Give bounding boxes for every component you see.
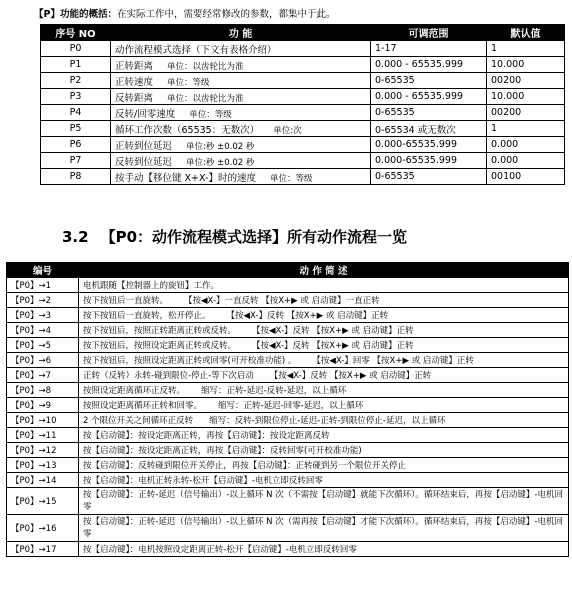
mode-row [7, 443, 569, 458]
param-range: 0.000-65535.999 [371, 137, 487, 153]
parameter-row [41, 57, 565, 73]
mode-code: 【P0】→4 [7, 323, 79, 338]
mode-description-cell [79, 278, 569, 293]
mode-description-cell [79, 323, 569, 338]
header-function: 功 能 [111, 25, 371, 41]
param-function: 反转距离 [115, 92, 154, 104]
param-default: 1 [487, 41, 565, 57]
mode-row [7, 308, 569, 323]
param-range: 0-65534 或无数次 [371, 121, 487, 137]
mode-code: 【P0】→5 [7, 338, 79, 353]
intro-label: 【P】功能的概括： [34, 9, 117, 20]
param-default: 0.000 [487, 153, 565, 169]
mode-row [7, 488, 569, 515]
param-no: P6 [41, 137, 111, 153]
param-unit: 单位：等级 [189, 109, 232, 120]
mode-code: 【P0】→17 [7, 542, 79, 557]
param-function-cell [111, 137, 371, 153]
mode-extra: 【按◀X-】反转 【按X+▶ 或 启动键】正转 [252, 341, 414, 351]
mode-description: 按【启动键】：正转-延迟（信号输出）-以上循环 N 次（需再按【启动键】才能下次循环）。循环结束后，再按【启动键】-电机回零 [83, 517, 563, 539]
mode-description-cell [79, 542, 569, 557]
mode-code: 【P0】→16 [7, 515, 79, 542]
parameter-row [41, 121, 565, 137]
mode-description: 按【启动键】：按设定距离正转，再按【启动键】：按设定距离反转 [83, 431, 330, 441]
mode-extra: 【按◀X-】反转 【按X+▶ 或 启动键】正转 [252, 326, 414, 336]
mode-row [7, 458, 569, 473]
mode-row [7, 338, 569, 353]
mode-row [7, 353, 569, 368]
mode-description: 按【启动键】：正转-延迟（信号输出）-以上循环 N 次（不需按【启动键】就能下次循环）。循环结束后，再按【启动键】-电机回零 [83, 490, 563, 512]
parameter-row [41, 105, 565, 121]
mode-extra: 【按◀X-】反转 【按X+▶ 或 启动键】正转 [269, 371, 432, 381]
mode-description: 按照设定距离循环正转和回零。 [83, 401, 203, 411]
mode-description: 2 个限位开关之间循环正反转 [83, 416, 194, 426]
intro-text: 在实际工作中，需要经常修改的参数，都集中于此。 [116, 9, 336, 20]
mode-code: 【P0】→2 [7, 293, 79, 308]
param-range: 0.000-65535.999 [371, 153, 487, 169]
mode-description-cell [79, 515, 569, 542]
mode-row [7, 323, 569, 338]
param-unit: 单位：以齿轮比为准 [167, 61, 244, 72]
parameter-row [41, 41, 565, 57]
mode-extra: 缩写：反转-到限位停止-延迟-正转-到限位停止-延迟，以上循环 [209, 416, 446, 426]
param-function-cell [111, 89, 371, 105]
param-unit: 单位：等级 [167, 77, 210, 88]
parameter-row [41, 89, 565, 105]
param-function-cell [111, 57, 371, 73]
mode-row [7, 473, 569, 488]
param-function-cell [111, 73, 371, 89]
mode-description-cell [79, 293, 569, 308]
header-default: 默认值 [487, 25, 565, 41]
parameter-table-header [41, 25, 565, 41]
param-range: 0.000 - 65535.999 [371, 57, 487, 73]
mode-description-cell [79, 473, 569, 488]
param-function-cell [111, 105, 371, 121]
section-number: 3.2 [62, 228, 89, 246]
param-function: 正转速度 [115, 76, 154, 88]
mode-description-cell [79, 458, 569, 473]
mode-code: 【P0】→12 [7, 443, 79, 458]
mode-code: 【P0】→6 [7, 353, 79, 368]
mode-code: 【P0】→3 [7, 308, 79, 323]
mode-row [7, 383, 569, 398]
mode-description-cell [79, 398, 569, 413]
param-range: 1-17 [371, 41, 487, 57]
param-unit: 单位:秒 ±0.02 秒 [186, 157, 255, 168]
param-function: 正转距离 [115, 60, 154, 72]
mode-code: 【P0】→11 [7, 428, 79, 443]
param-range: 0.000 - 65535.999 [371, 89, 487, 105]
mode-code: 【P0】→8 [7, 383, 79, 398]
mode-code: 【P0】→15 [7, 488, 79, 515]
param-function-cell [111, 41, 371, 57]
parameter-row [41, 153, 565, 169]
mode-row [7, 428, 569, 443]
mode-code: 【P0】→1 [7, 278, 79, 293]
mode-description: 按下按钮后，按照设定距离正转或回零(可开校准功能) 。 [83, 356, 297, 366]
mode-code: 【P0】→7 [7, 368, 79, 383]
mode-description: 按下按钮后，按照正转距离正转或反转。 [83, 326, 237, 336]
mode-code: 【P0】→10 [7, 413, 79, 428]
intro-line [34, 6, 335, 20]
mode-description: 按【启动键】：电机按照设定距离正转-松开【启动键】-电机立即反转回零 [83, 545, 357, 555]
mode-code: 【P0】→9 [7, 398, 79, 413]
mode-row [7, 413, 569, 428]
param-function: 动作流程模式选择（下文有表格介绍） [115, 44, 277, 56]
mode-description: 按【启动键】：反转碰到限位开关停止，再按【启动键】：正转碰到另一个限位开关停止 [83, 461, 407, 471]
param-default: 10.000 [487, 57, 565, 73]
mode-description: 按下按钮后，按照设定距离正转或反转。 [83, 341, 237, 351]
param-default: 00100 [487, 169, 565, 185]
param-no: P3 [41, 89, 111, 105]
mode-description: 按照设定距离循环正反转。 [83, 386, 186, 396]
param-no: P4 [41, 105, 111, 121]
param-range: 0-65535 [371, 105, 487, 121]
parameter-row [41, 73, 565, 89]
param-function: 反转到位延迟 [115, 156, 173, 168]
param-function: 正转到位延迟 [115, 140, 173, 152]
param-default: 10.000 [487, 89, 565, 105]
mode-code: 【P0】→13 [7, 458, 79, 473]
mode-description: 按【启动键】：按设定距离正转，再按【启动键】：反转回零(可开校准功能) [83, 446, 362, 456]
param-function: 按手动【移位键 X+X-】时的速度 [115, 172, 256, 184]
param-unit: 单位:次 [273, 125, 302, 136]
param-no: P7 [41, 153, 111, 169]
mode-description: 正转（反转）永转-碰到限位-停止-等下次启动 [83, 371, 254, 381]
header-description: 动 作 简 述 [79, 263, 569, 278]
section-heading: 【P0：动作流程模式选择】所有动作流程一览 [100, 228, 408, 246]
param-unit: 单位：等级 [269, 173, 313, 184]
param-no: P2 [41, 73, 111, 89]
mode-description: 按【启动键】：电机正转永转-松开【启动键】-电机立即反转回零 [83, 476, 323, 486]
param-no: P0 [41, 41, 111, 57]
mode-description-cell [79, 428, 569, 443]
mode-row [7, 293, 569, 308]
param-no: P1 [41, 57, 111, 73]
parameter-table [40, 24, 565, 185]
mode-code: 【P0】→14 [7, 473, 79, 488]
parameter-row [41, 169, 565, 185]
param-no: P5 [41, 121, 111, 137]
param-unit: 单位：以齿轮比为准 [167, 93, 244, 104]
mode-description-cell [79, 413, 569, 428]
mode-description-cell [79, 488, 569, 515]
mode-description-cell [79, 368, 569, 383]
mode-description-cell [79, 383, 569, 398]
mode-description-cell [79, 308, 569, 323]
mode-row [7, 542, 569, 557]
mode-extra: 缩写：正转-延迟-回零-延迟，以上循环 [218, 401, 364, 411]
param-range: 0-65535 [371, 169, 487, 185]
mode-table [6, 262, 569, 557]
mode-description-cell [79, 443, 569, 458]
mode-description: 按下按钮后一直旋转，松开停止。 [83, 311, 211, 321]
mode-extra: 【按◀X-】一直反转 【按X+▶ 或 启动键】一直正转 [184, 296, 380, 306]
mode-row [7, 368, 569, 383]
param-function-cell [111, 153, 371, 169]
param-unit: 单位:秒 ±0.02 秒 [186, 141, 255, 152]
mode-description-cell [79, 353, 569, 368]
parameter-row [41, 137, 565, 153]
param-function-cell [111, 121, 371, 137]
mode-row [7, 515, 569, 542]
param-default: 0.000 [487, 137, 565, 153]
param-range: 0-65535 [371, 73, 487, 89]
mode-description-cell [79, 338, 569, 353]
param-function: 循环工作次数（65535：无数次） [115, 124, 260, 136]
mode-extra: 【按◀X-】回零 【按X+▶ 或 启动键】正转 [312, 356, 474, 366]
mode-extra: 【按◀X-】反转 【按X+▶ 或 启动键】正转 [226, 311, 389, 321]
section-title [62, 226, 407, 247]
param-default: 00200 [487, 73, 565, 89]
header-range: 可调范围 [371, 25, 487, 41]
param-function: 反转/回零速度 [115, 108, 176, 120]
mode-description: 电机跟随【控制器上的旋钮】工作。 [83, 281, 220, 291]
param-no: P8 [41, 169, 111, 185]
param-default: 1 [487, 121, 565, 137]
header-no: 序号 NO [41, 25, 111, 41]
mode-row [7, 398, 569, 413]
mode-table-header [7, 263, 569, 278]
header-code: 编号 [7, 263, 79, 278]
mode-extra: 缩写：正转-延迟-反转-延迟，以上循环 [201, 386, 347, 396]
mode-description: 按下按钮后一直旋转。 [83, 296, 169, 306]
param-default: 00200 [487, 105, 565, 121]
param-function-cell [111, 169, 371, 185]
mode-row [7, 278, 569, 293]
